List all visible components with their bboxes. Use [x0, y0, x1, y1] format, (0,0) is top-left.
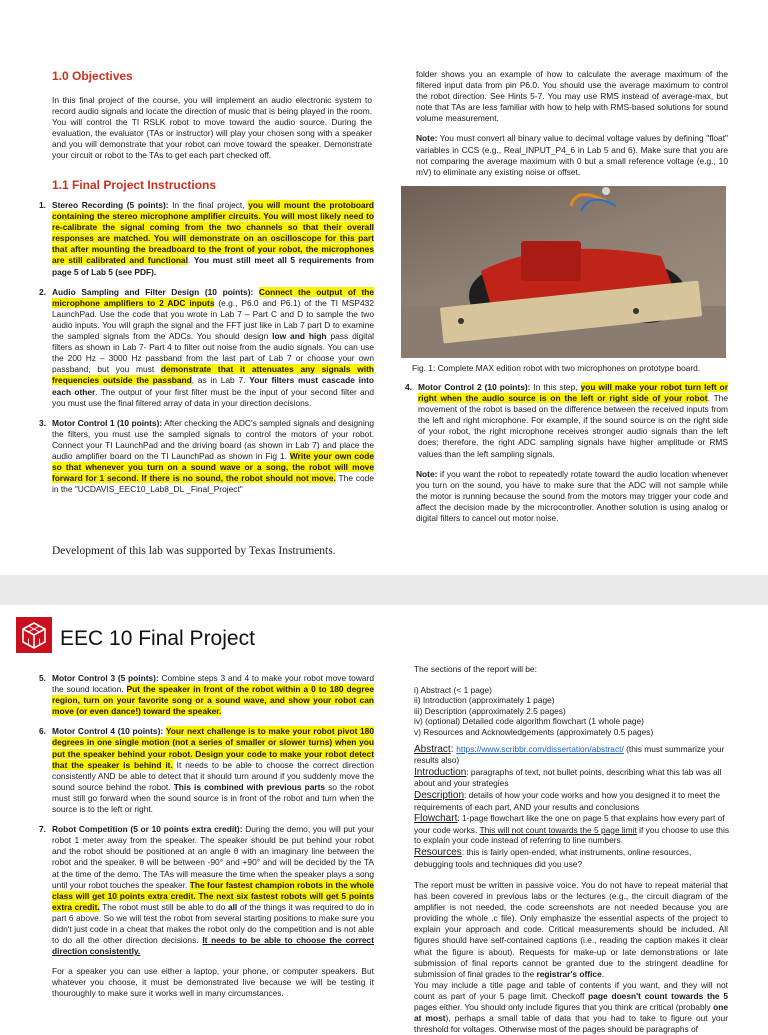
list-item: 5. Motor Control 3 (5 points): Combine steps 3 and 4 to make your robot move toward the sound location. Put the speaker in front of the robot within a 0 to 180 degree region, turn on your favorite song or a sound wave, and show your robot can move (or even dance!) toward the speaker. — [39, 673, 374, 717]
page-separator — [0, 575, 768, 605]
left-column-items — [30, 200, 374, 504]
report-guidelines: The report must be written in passive voice. You do not have to repeat material that has been covered in previous labs or the lectures (e.g., the circuit diagram of the amplifier is not needed, the code screenshots are not needed because you are providing the whole .c file). Only emphasize the essential aspects of the project to explain your approach and code. Critical measurements should be included. All figures should have self-contained captions (i.e., reading the caption makes it clear what the figure is about). Requests for make-up or late demonstrations or late submission of final reports cannot be granted due to the stringent deadline for submission of final grades to the registrar's office. You may include a title page and table of contents if you want, and they will not count as part of your 5 page limit. Checkoff page doesn't count towards the 5 pages either. You should only include figures that you think are critical (probably one at most), perhaps a small table of data that you had to take to figure out your threshold for voltages. Otherwise most of the pages should be paragraphs of — [414, 880, 728, 1035]
figure-caption: Fig. 1: Complete MAX edition robot with two microphones on prototype board. — [412, 363, 701, 373]
description-description: Description: details of how your code works and how you designed it to meet the requirements of each part, AND your results and conclusions — [414, 789, 721, 812]
list-item: 1. Stereo Recording (5 points): In the final project, you will mount the protoboard containing the stereo microphone amplifier circuits. You will most likely need to re-calibrate the signal coming from the two channels so that their overall responses are matched. You will demonstrate on an oscilloscope for this part that after mounting the breadboard to the front of your robot, the microphones are still calibrated and functional. You must still meet all 5 requirements from page 5 of Lab 5 (see PDF). — [39, 200, 374, 277]
abstract-link[interactable]: https://www.scribbr.com/dissertation/abstract/ — [456, 743, 624, 754]
right-column-items — [396, 382, 728, 524]
list-item: ii) Introduction (approximately 1 page) — [414, 695, 555, 706]
list-item: iii) Description (approximately 2.5 pages) — [414, 705, 566, 716]
list-item: 3. Motor Control 1 (10 points): After checking the ADC's sampled signals and designing the filters, you must use the sampled signals to control the motors of your robot. Connect your TI LaunchPad and the driving board (as shown in Lab 7) and place the audio amplifier board on the TI LaunchPad as shown in Fig 1. Write your own code so that whenever you turn on a sound wave or a song, the robot will move forward for 1 second. If there is no sound, the robot should not move. The code in the "UCDAVIS_EEC10_Lab8_DL _Final_Project" — [39, 417, 374, 495]
list-item: iv) (optional) Detailed code algorithm flowchart (1 whole page) — [414, 716, 644, 727]
list-item: 2. Audio Sampling and Filter Design (10 points): Connect the output of the microphone amplifiers to 2 ADC inputs (e.g., P6.0 and P6.1) of the TI MSP432 LaunchPad. Use the code that you wrote in Lab 7 – Part C and D to sample the two audio inputs. You will graph the signal and the FFT just like in Lab 7 part D to examine the sampled signals from the ADCs. You should design low and high pass digital filters as shown in Lab 7- Part 4 to filter out noise from the audio signals. You can use the 200 Hz – 3000 Hz passband from the last part of Lab 7 or choose your own passband, but you must demonstrate that it attenuates any signals with frequencies outside the passband, as in Lab 7. Your filters must cascade into each other. The output of your first filter must be the input of your second filter and you must use the final filtered array of data in your direction decisions. — [39, 286, 375, 408]
list-item: i) Abstract (< 1 page) — [414, 684, 492, 695]
instructions-heading: 1.1 Final Project Instructions — [52, 178, 217, 192]
report-sections — [414, 664, 730, 869]
note-paragraph: Note: You must convert all binary value to decimal voltage values by defining "float" variables in CCS (e.g., Real_INPUT_P4_6 in Lab 5 and 6). Make sure that you are not comparing the average maximum with 0 but a small reference voltage (e.g., 10 mV) to eliminate any existing noise or offset. — [416, 133, 728, 177]
sections-list — [414, 685, 730, 738]
intro-description: Introduction: paragraphs of text, not bullet points, describing what this lab was all about and your strategies — [414, 766, 722, 789]
page-title: EEC 10 Final Project — [60, 627, 255, 650]
right-column-top — [416, 69, 728, 178]
abstract-description: Abstract: https://www.scribbr.com/dissertation/abstract/ (this must summarize your results also) — [414, 743, 725, 766]
list-item: v) Resources and Acknowledgements (approximately 0.5 pages) — [414, 726, 654, 737]
resources-description: Resources: this is fairly open-ended, what instruments, online resources, debugging tools and techniques did you use? — [414, 846, 692, 869]
flowchart-description: Flowchart: 1-page flowchart like the one on page 5 that explains how every part of your code works. This will not count towards the 5 page limit if you choose to use this to explain your code instead of referring to line numbers. — [414, 813, 730, 846]
robot-photo — [401, 186, 726, 358]
objectives-heading: 1.0 Objectives — [52, 69, 133, 83]
speaker-paragraph: For a speaker you can use either a laptop, your phone, or computer speakers. But whatever you choose, it must be demonstrated live because we will be testing it thouroughly to make sure it works well in many circumstances. — [52, 966, 374, 999]
page2-left-items — [30, 673, 374, 1000]
page-footer: Development of this lab was supported by Texas Instruments. — [52, 545, 336, 557]
note-paragraph: Note: if you want the robot to repeatedly rotate toward the audio location whenever you turn on the sound, you have to make sure that the ADC will not sample while the motor is running because the sound from the motors may trigger your code and affect the decision made by the microcontroller. Another solution is using analog or digital filters to cancel out motor noise. — [416, 468, 728, 524]
sections-intro: The sections of the report will be: — [414, 664, 537, 674]
cube-logo-icon — [16, 617, 52, 653]
objectives-paragraph: In this final project of the course, you will implement an audio electronic system to record audio signals and locate the direction of music that is being played in the room. You will control the TI RSLK robot to move toward the audio source. During the evaluation, the evaluator (TAs or instructor) will play your chosen song with a speaker and you will demonstrate that your robot can move toward the speaker. Demonstrate your circuit or robot to the TAs to get each part checked off. — [52, 95, 372, 161]
list-item: 7. Robot Competition (5 or 10 points extra credit): During the demo, you will put your robot 1 meter away from the speaker. The speaker should be put behind your robot and the robot should be positioned at an angle θ with an imaginary line between the robot and the speaker. θ will be between -90° and +90° and will be decided by the TA at the time of the demo. The TAs will measure the time when the speaker plays a song until your robot touches the speaker. The four fastest champion robots in the whole class will get 10 points extra credit. The next six fastest robots will get 5 points extra credit. The robot must still be able to do all of the things it was required to do in part 6 above. So we will test the robot from several starting positions to make sure you didn't just code in a cheat that makes the robot only do the competition and is not able to do all the other direction decisions. It needs to be able to choose the correct direction consistently. — [39, 824, 375, 957]
list-item: 6. Motor Control 4 (10 points): Your next challenge is to make your robot pivot 180 degrees in one single motion (not a series of smaller or slower turns) when you put the speaker behind your robot. Design your code to make your robot detect that the speaker is behind it. It needs to be able to choose the correct direction consistently AND be able to detect that it should turn around if you suddenly move the sound source behind the robot. This is combined with previous parts so the robot must still go forward when the sound source is in front of the robot and turn when the source is to the left or right. — [39, 726, 374, 815]
right-paragraph: folder shows you an example of how to calculate the average maximum of the filtered input data from pin P6.0. You should use the average maximum to control the robot direction. See Hints 5-7. You may use RMS instead of average-max, but note that TAs are less familiar with how to help with RMS-based solutions for sound volume measurement. — [416, 69, 728, 124]
robot-illustration — [401, 186, 726, 358]
list-item: 4. Motor Control 2 (10 points): In this step, you will make your robot turn left or right when the audio source is on the left or right side of your robot. The movement of the robot is based on the difference between the received inputs from the left and right microphone. For example, if the sound source is on the right side of your robot, the right microphone receives stronger audio signals than the left does; therefore, the right ADC sampling signals have higher amplitude or RMS values than the left sampling signals. — [405, 382, 729, 459]
